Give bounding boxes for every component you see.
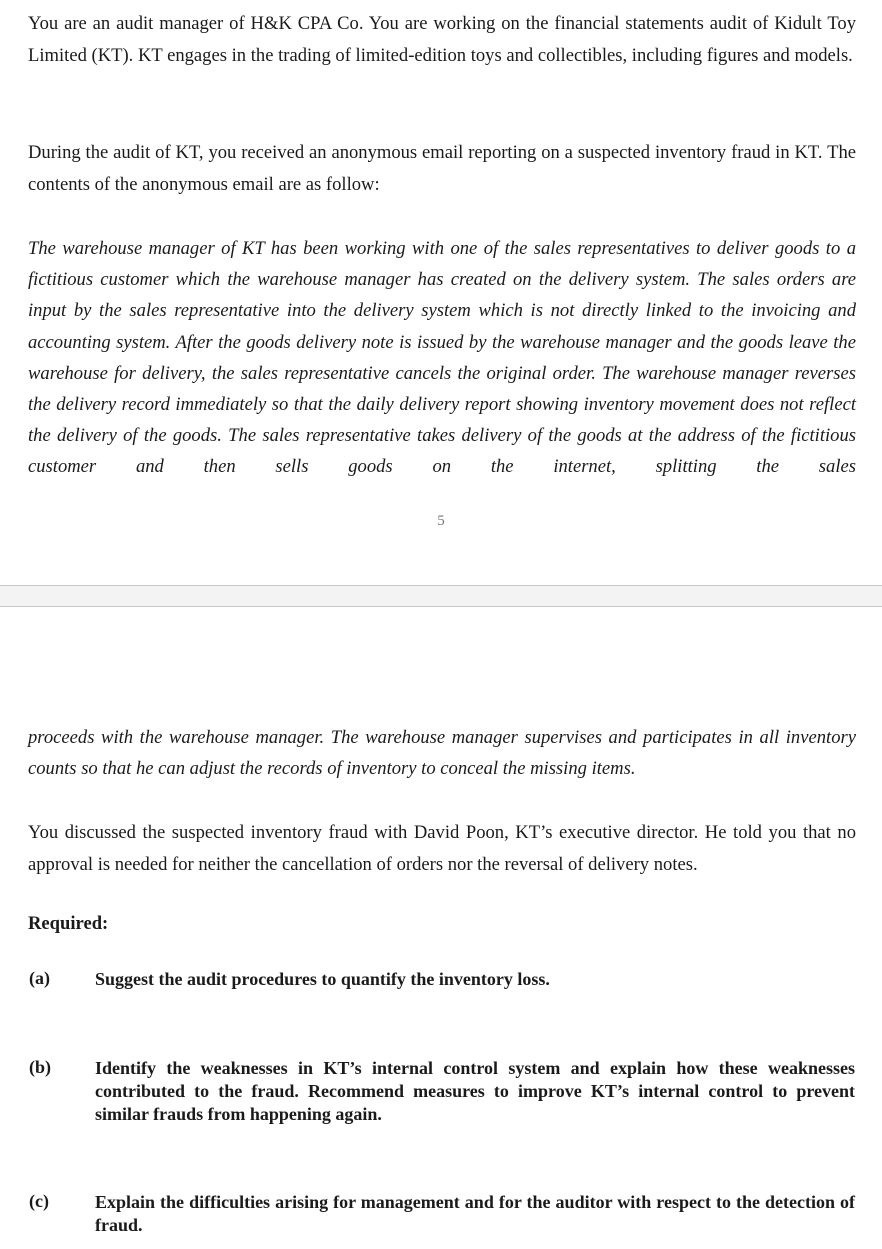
intro-paragraph: You are an audit manager of H&K CPA Co. You are working on the financial statements audit of Kidult Toy Limited (KT). KT engages in the trading of limited-edition toys and collectibles, including figures and models. xyxy=(28,13,856,66)
required-heading: Required: xyxy=(28,913,109,934)
discussion-paragraph: You discussed the suspected inventory fraud with David Poon, KT’s executive director. He told you that no approval is needed for neither the cancellation of orders nor the reversal of delivery notes. xyxy=(28,822,856,875)
question-b-text: Identify the weaknesses in KT’s internal control system and explain how these weaknesses contributed to the fraud. Recommend measures to improve KT’s internal control to prevent similar frauds from happening again. xyxy=(95,1058,855,1124)
page-number: 5 xyxy=(437,513,445,529)
page-5 xyxy=(0,0,882,585)
question-c-text: Explain the difficulties arising for management and for the auditor with respect to the detection of fraud. xyxy=(95,1192,855,1235)
question-b-label: (b) xyxy=(29,1057,51,1077)
page-6 xyxy=(0,607,882,1249)
page-separator xyxy=(0,585,882,607)
question-c-label: (c) xyxy=(29,1191,49,1211)
email-quote-part-2: proceeds with the warehouse manager. The warehouse manager supervises and participates in all inventory counts so that he can adjust the records of inventory to conceal the missing items. xyxy=(28,727,856,780)
question-a-text: Suggest the audit procedures to quantify the inventory loss. xyxy=(95,969,550,989)
email-intro-paragraph: During the audit of KT, you received an anonymous email reporting on a suspected inventory fraud in KT. The contents of the anonymous email are as follow: xyxy=(28,142,856,195)
email-quote-part-1: The warehouse manager of KT has been working with one of the sales representatives to deliver goods to a fictitious customer which the warehouse manager has created on the delivery system. The sales orders are input by the sales representative into the delivery system which is not directly linked to the invoicing and accounting system. After the goods delivery note is issued by the warehouse manager and the goods leave the warehouse for delivery, the sales representative cancels the original order. The warehouse manager reverses the delivery record immediately so that the daily delivery report showing inventory movement does not reflect the delivery of the goods. The sales representative takes delivery of the goods at the address of the fictitious customer and then sells goods on the internet, splitting the sales xyxy=(28,238,856,478)
question-a-label: (a) xyxy=(29,968,50,988)
